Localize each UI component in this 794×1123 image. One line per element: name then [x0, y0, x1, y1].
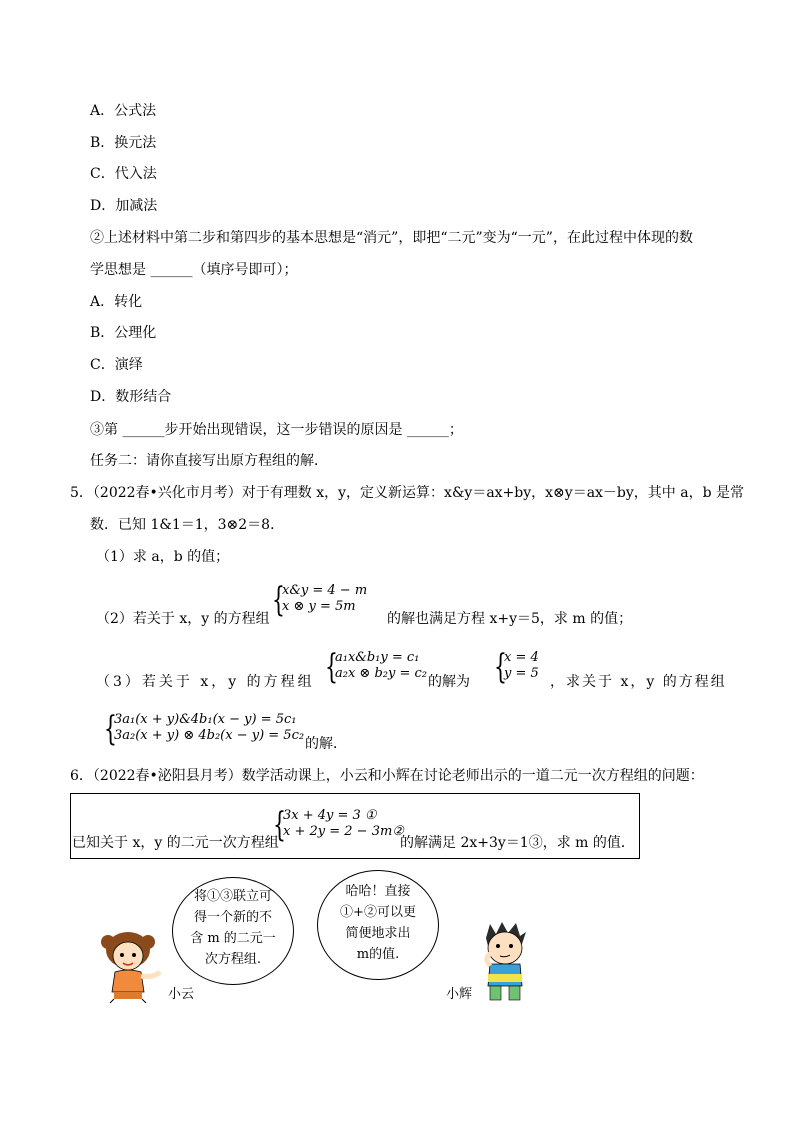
part-3-solution-label: 的解为: [428, 674, 470, 690]
solution-row-2: y = 5: [504, 666, 539, 681]
problem-box-suffix: 的解满足 2x+3y＝1③，求 m 的值．: [400, 835, 635, 851]
option-d: D．加减法: [90, 198, 158, 214]
option-2-d: D．数形结合: [90, 389, 172, 405]
part-2-equation-row-1: x&y = 4 − m: [282, 583, 368, 598]
bubble-right-line-1: 哈哈！直接: [345, 884, 411, 899]
label-xiaohui: 小辉: [446, 987, 473, 1002]
part-3-equation-row-2: a₂x ⊗ b₂y = c₂: [335, 666, 427, 681]
bubble-left-line-4: 次方程组.: [204, 952, 262, 967]
problem-equation-row-2: x + 2y = 2 − 3m②: [283, 824, 404, 839]
speech-bubble-left: [172, 877, 294, 985]
sub-question-3: ③第 ______步开始出现错误，这一步错误的原因是 ______；: [90, 422, 463, 438]
part-3-equation-row-1: a₁x&b₁y = c₁: [335, 650, 420, 665]
solution-row-1: x = 4: [504, 650, 539, 665]
label-xiaoyun: 小云: [168, 987, 195, 1002]
bubble-left-line-3: 含 m 的二元一: [190, 931, 276, 946]
part-2-equation-system: { x&y = 4 − m x ⊗ y = 5m: [272, 580, 368, 620]
part-3-target-system: { 3a₁(x + y)&4b₁(x − y) = 5c₁ 3a₂(x + y) ⊗ 4b₂(x − y) = 5c₂: [104, 709, 305, 749]
question-6-line-1: 6．（2022春•泌阳县月考）数学活动课上，小云和小辉在讨论老师出示的一道二元一次方程组的问题：: [70, 768, 704, 784]
girl-cartoon-icon: [98, 928, 170, 1004]
boy-cartoon-icon: [476, 920, 534, 1004]
option-2-a: A．转化: [90, 294, 143, 310]
question-5-part-2-prefix: （2）若关于 x，y 的方程组: [96, 611, 270, 627]
option-c: C．代入法: [90, 166, 157, 182]
bubble-right-line-2: ①+②可以更: [340, 905, 416, 920]
bubble-left-line-1: 将①③联立可: [193, 889, 272, 904]
option-2-b: B．公理化: [90, 325, 157, 341]
part-3-equation-system: { a₁x&b₁y = c₁ a₂x ⊗ b₂y = c₂: [325, 647, 427, 687]
question-5-part-2-suffix: 的解也满足方程 x+y＝5，求 m 的值；: [387, 611, 633, 627]
question-5-part-3-end: 的解．: [305, 736, 347, 752]
question-5-line-2: 数．已知 1&1＝1，3⊗2＝8．: [90, 517, 285, 533]
sub-question-2-line-1: ②上述材料中第二步和第四步的基本思想是“消元”，即把“二元”变为“一元”，在此过程中体现的数: [90, 230, 693, 246]
question-5-part-3-prefix: （3）若关于 x，y 的方程组: [96, 674, 315, 690]
target-row-1: 3a₁(x + y)&4b₁(x − y) = 5c₁: [114, 712, 297, 727]
sub-question-2-line-2: 学思想是 ______（填序号即可）；: [90, 262, 298, 278]
option-2-c: C．演绎: [90, 357, 143, 373]
speech-bubble-right: [317, 870, 439, 980]
part-3-solution-system: { x = 4 y = 5: [494, 647, 539, 687]
problem-box-prefix: 已知关于 x，y 的二元一次方程组: [72, 835, 279, 851]
part-2-equation-row-2: x ⊗ y = 5m: [282, 599, 356, 614]
option-b: B．换元法: [90, 135, 157, 151]
bubble-right-line-4: m的值.: [356, 947, 400, 962]
option-a: A．公式法: [90, 103, 157, 119]
bubble-right-line-3: 简便地求出: [345, 926, 411, 941]
question-5-part-3-suffix: ，求关于 x，y 的方程组: [550, 674, 727, 690]
problem-equation-system: { 3x + 4y = 3 ① x + 2y = 2 − 3m②: [273, 805, 404, 845]
target-row-2: 3a₂(x + y) ⊗ 4b₂(x − y) = 5c₂: [114, 728, 305, 743]
task-two: 任务二：请你直接写出原方程组的解．: [90, 453, 328, 469]
question-5-line-1: 5．（2022春•兴化市月考）对于有理数 x，y，定义新运算：x&y＝ax+by，x⊗y＝ax－by，其中 a，b 是常: [70, 485, 745, 501]
question-5-part-1: （1）求 a，b 的值；: [96, 549, 230, 565]
bubble-left-line-2: 得一个新的不: [193, 910, 272, 925]
problem-equation-row-1: 3x + 4y = 3 ①: [283, 808, 377, 823]
